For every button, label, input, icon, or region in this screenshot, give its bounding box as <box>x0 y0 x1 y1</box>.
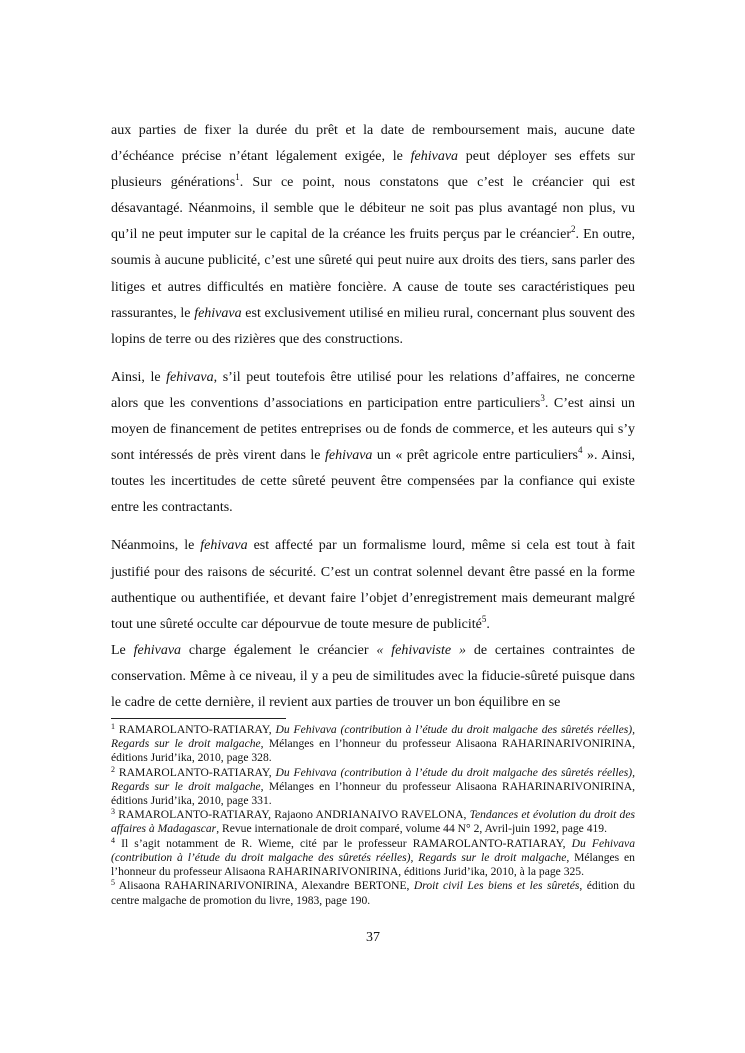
text-run: Néanmoins, le <box>111 538 201 554</box>
text-run: Mélanges en l’honneur du professeur Alisaona RAHARINARIVONIRINA, éditions Jurid’ika, 2010, à la page 325. <box>111 850 635 879</box>
italic-text: Du Fehivava (contribution à l’étude du droit malgache des sûretés réelles), Regards sur le droit malgache, <box>111 723 635 751</box>
footnote <box>111 808 635 836</box>
footnote-ref: 3 <box>111 807 115 817</box>
text-run: ». Ainsi, toutes les incertitudes de cette sûreté peuvent être compensées par la confiance qui existe entre les contractants. <box>111 448 635 516</box>
text-run: charge également le créancier <box>181 642 377 658</box>
text-run: aux parties de fixer la durée du prêt et la date de remboursement mais, aucune date d’échéance précise n’étant légalement exigée, le <box>111 123 635 165</box>
text-run: Mélanges en l’honneur du professeur Alisaona RAHARINARIVONIRINA, éditions Jurid’ika, 2010, page 328. <box>111 737 635 765</box>
text-run: est exclusivement utilisé en milieu rural, concernant plus souvent des lopins de terre ou des rizières que des constructions. <box>111 305 635 347</box>
text-run: . <box>486 616 490 632</box>
text-run: , s’il peut toutefois être utilisé pour les relations d’affaires, ne concerne alors que les conventions d’associations en participation entre particuliers <box>111 369 635 411</box>
text-run: un « prêt agricole entre particuliers <box>372 448 578 464</box>
footnote-ref: 3 <box>540 392 545 403</box>
footnote <box>111 879 635 907</box>
footnote-ref: 5 <box>481 613 487 624</box>
italic-text: fehivava <box>194 305 242 321</box>
text-run: Il s’agit notamment de R. Wieme, cité par le professeur RAMAROLANTO-RATIARAY, <box>115 836 572 850</box>
text-run: Ainsi, le <box>111 369 167 385</box>
paragraph <box>111 533 635 637</box>
italic-text: fehivava <box>200 538 248 554</box>
italic-text: Tendances et évolution du droit des affaires à Madagascar <box>111 808 635 836</box>
italic-text: fehivava <box>324 448 373 464</box>
italic-text: fehivava <box>410 149 459 165</box>
footnote <box>111 766 635 809</box>
text-run: Alisaona RAHARINARIVONIRINA, Alexandre BERTONE, <box>115 879 414 893</box>
italic-text: Du Fehivava (contribution à l’étude du droit malgache des sûretés réelles), Regards sur le droit malgache, <box>111 836 635 864</box>
italic-text: fehivava <box>133 642 182 658</box>
text-run: , Revue internationale de droit comparé, volume 44 N° 2, Avril-juin 1992, page 419. <box>216 822 607 836</box>
paragraph <box>111 638 635 716</box>
text-run: Mélanges en l’honneur du professeur Alisaona RAHARINARIVONIRINA, éditions Jurid’ika, 2010, page 331. <box>111 779 635 808</box>
page-number: 37 <box>366 930 380 945</box>
text-run: de certaines contraintes de conservation. Même à ce niveau, il y a peu de similitudes avec la fiducie-sûreté puisque dans le cadre de cette dernière, il revient aux parties de trouver un bon équilibre en se <box>111 642 636 710</box>
text-run: , édition du centre malgache de promotion du livre, 1983, page 190. <box>111 879 635 907</box>
italic-text: Du Fehivava (contribution à l’étude du droit malgache des sûretés réelles), Regards sur le droit malgache, <box>111 765 635 793</box>
italic-text: Droit civil Les biens et les sûretés <box>413 879 580 893</box>
text-run: RAMAROLANTO-RATIARAY, Rajaono ANDRIANAIVO RAVELONA, <box>115 808 470 822</box>
footnote-ref: 1 <box>111 722 115 732</box>
text-run: . En outre, soumis à aucune publicité, c’est une sûreté qui peut nuire aux droits des tiers, sans parler des litiges et autres difficultés en matière foncière. A cause de toute ses caractéristiques peu rassurantes, le <box>111 227 635 321</box>
footnote-ref: 2 <box>111 764 115 774</box>
text-run: . Sur ce point, nous constatons que c’est le créancier qui est désavantagé. Néanmoins, il semble que le débiteur ne soit pas plus avantagé non plus, vu qu’il ne peut imputer sur le capital de la créance les fruits perçus par le créancier <box>111 175 635 243</box>
footnotes <box>111 723 635 908</box>
footnote-ref: 1 <box>235 172 240 183</box>
paragraph <box>111 365 635 522</box>
footnote <box>111 723 635 766</box>
paragraph <box>111 118 635 353</box>
footnote-ref: 2 <box>571 224 576 235</box>
document-page <box>111 118 636 945</box>
footnote-separator <box>111 718 286 719</box>
footnote-ref: 4 <box>111 835 115 845</box>
text-run: est affecté par un formalisme lourd, même si cela est tout à fait justifié pour des raisons de sécurité. C’est un contrat solennel devant être passé en la forme authentique ou authentifiée, et devant faire l’objet d’enregistrement mais demeurant malgré tout une sûreté occulte car dépourvue de toute mesure de publicité <box>111 538 635 632</box>
footnote-ref: 4 <box>578 445 583 456</box>
text-run: RAMAROLANTO-RATIARAY, <box>115 723 276 737</box>
italic-text: fehivava <box>166 369 214 385</box>
italic-text: « fehivaviste » <box>376 642 466 658</box>
footnote <box>111 837 635 880</box>
text-run: RAMAROLANTO-RATIARAY, <box>115 765 276 779</box>
text-run: . C’est ainsi un moyen de financement de petites entreprises ou de fonds de commerce, et les auteurs qui s’y sont intéressés de près virent dans le <box>111 395 635 464</box>
footnote-ref: 5 <box>111 878 115 888</box>
text-run: Le <box>111 642 134 658</box>
body-text <box>111 118 635 716</box>
text-run: peut déployer ses effets sur plusieurs générations <box>111 149 635 191</box>
